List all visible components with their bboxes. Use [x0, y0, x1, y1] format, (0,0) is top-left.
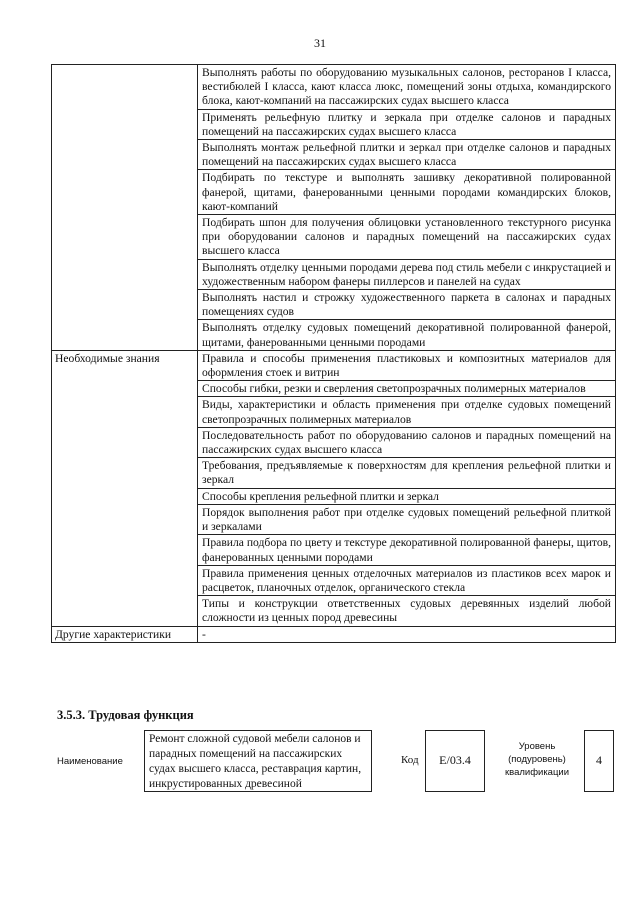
table-row — [52, 65, 616, 110]
name-label: Наименование — [57, 756, 123, 767]
page-number: 31 — [314, 36, 326, 50]
row-text: Выполнять настил и строжку художественного паркета в салонах и парадных помещениях судов — [198, 290, 616, 320]
code-value: E/03.4 — [425, 730, 485, 792]
row-text: Подбирать шпон для получения облицовки установленного текстурного рисунка при оборудовании салонов и парадных помещений на пассажирских судах высшего класса — [198, 215, 616, 260]
row-label: Другие характеристики — [52, 626, 198, 642]
qualification-level-value: 4 — [584, 730, 614, 792]
row-text: Выполнять работы по оборудованию музыкальных салонов, ресторанов I класса, вестибюлей I класса, кают класса люкс, помещений зоны отдыха, командирского блока, кают-компаний на пассажирских судах высшего класса — [198, 65, 616, 110]
row-label — [52, 65, 198, 351]
row-text: Требования, предъявляемые к поверхностям для крепления рельефной плитки и зеркал — [198, 458, 616, 488]
competency-table-body — [52, 65, 616, 643]
section-heading: 3.5.3. Трудовая функция — [57, 708, 194, 722]
row-text: Подбирать по текстуре и выполнять зашивку декоративной полированной фанерой, щитами, фанерованными ценными породами командирских блоков, кают-компаний — [198, 170, 616, 215]
competency-table — [51, 64, 616, 643]
row-text: Правила применения ценных отделочных материалов из пластиков всех марок и расцветок, планочных отделок, органического стекла — [198, 565, 616, 595]
row-label: Необходимые знания — [52, 350, 198, 626]
row-text: Правила и способы применения пластиковых и композитных материалов для оформления стоек и витрин — [198, 350, 616, 380]
row-text: Способы гибки, резки и сверления светопрозрачных полимерных материалов — [198, 381, 616, 397]
row-text: Правила подбора по цвету и текстуре декоративной полированной фанеры, щитов, фанерованных ценными породами — [198, 535, 616, 565]
name-value: Ремонт сложной судовой мебели салонов и парадных помещений на пассажирских судах высшего класса, реставрация картин, инкрустированных древесиной — [144, 730, 372, 792]
row-text: Виды, характеристики и область применения при отделке судовых помещений светопрозрачных полимерных материалов — [198, 397, 616, 427]
row-text: Последовательность работ по оборудованию салонов и парадных помещений на пассажирских судах высшего класса — [198, 427, 616, 457]
row-text: Выполнять отделку судовых помещений декоративной полированной фанерой, щитами, фанерованными ценными породами — [198, 320, 616, 350]
labor-function-row — [57, 730, 617, 794]
qualification-level-label: Уровень (подуровень) квалификации — [504, 741, 570, 778]
table-row — [52, 350, 616, 380]
table-row — [52, 626, 616, 642]
row-text: Типы и конструкции ответственных судовых деревянных изделий любой сложности из ценных пород древесины — [198, 596, 616, 626]
row-text: Порядок выполнения работ при отделке судовых помещений рельефной плиткой и зеркалами — [198, 504, 616, 534]
row-text: Выполнять монтаж рельефной плитки и зеркал при отделке салонов и парадных помещений на пассажирских судах высшего класса — [198, 140, 616, 170]
row-text: Применять рельефную плитку и зеркала при отделке салонов и парадных помещений на пассажирских судах высшего класса — [198, 109, 616, 139]
row-text: - — [198, 626, 616, 642]
row-text: Выполнять отделку ценными породами дерева под стиль мебели с инкрустацией и художественным набором фанеры пиллерсов и панелей на судах — [198, 259, 616, 289]
row-text: Способы крепления рельефной плитки и зеркал — [198, 488, 616, 504]
code-label: Код — [401, 754, 419, 766]
